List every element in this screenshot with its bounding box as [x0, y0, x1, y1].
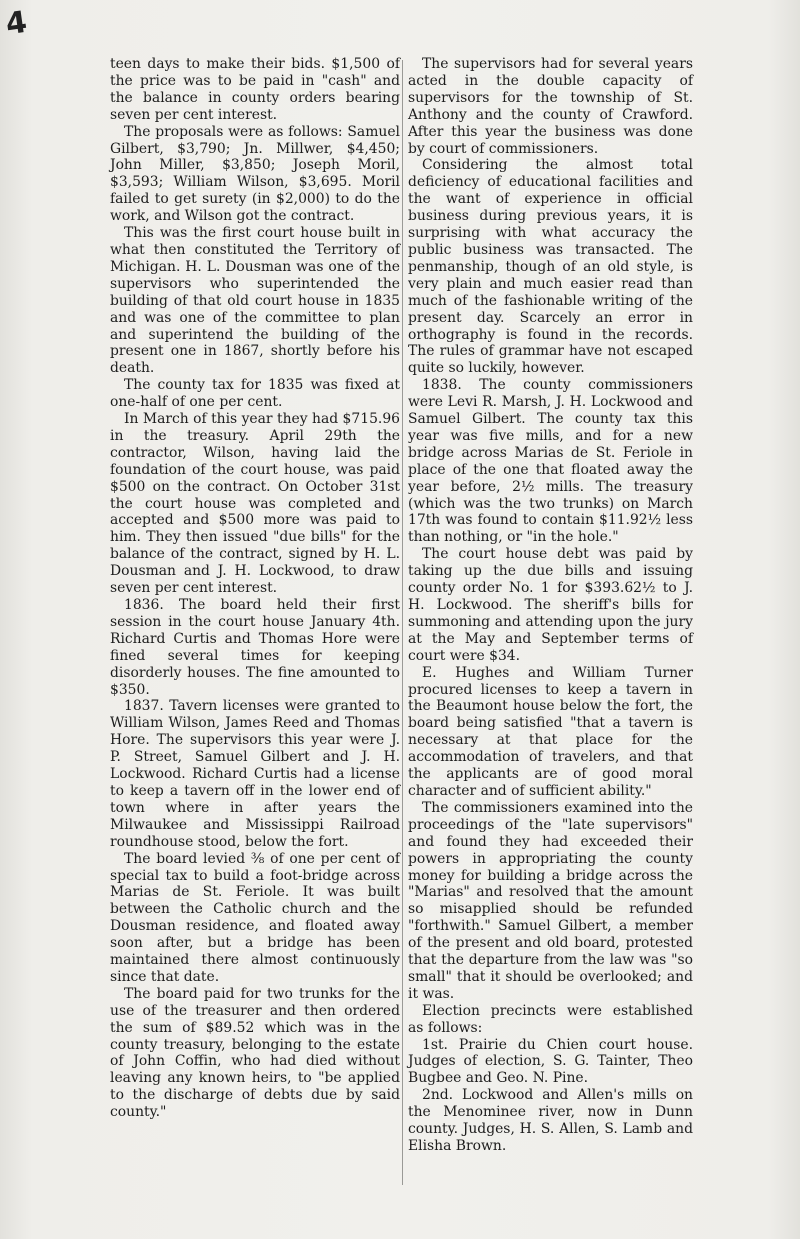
paragraph: In March of this year they had $715.96 in the treasury. April 29th the contractor, Wilson, having laid the foundation of the court house, was paid $500 on the contract. On October 31st the court house was completed and accepted and $500 more was paid to him. They then issued "due bills" for the balance of the contract, signed by H. L. Dousman and J. H. Lockwood, to draw seven per cent interest. [110, 411, 400, 597]
paragraph: The proposals were as follows: Samuel Gilbert, $3,790; Jn. Millwer, $4,450; John Miller, $3,850; Joseph Moril, $3,593; William Wilson, $3,695. Moril failed to get surety (in $2,000) to do the work, and Wilson got the contract. [110, 123, 400, 225]
paragraph: Election precincts were established as follows: [408, 1002, 693, 1036]
paragraph: The board paid for two trunks for the use of the treasurer and then ordered the sum of $89.52 which was in the county treasury, belonging to the estate of John Coffin, who had died without leaving any known heirs, to "be applied to the discharge of debts due by said county." [110, 985, 400, 1121]
left-column [110, 56, 400, 1121]
paragraph: The supervisors had for several years acted in the double capacity of supervisors for the township of St. Anthony and the county of Crawford. After this year the business was done by court of commissioners. [408, 56, 693, 157]
column-divider [402, 60, 403, 1185]
paragraph: Considering the almost total deficiency of educational facilities and the want of experience in official business during previous years, it is surprising with what accuracy the public business was transacted. The penmanship, though of an old style, is very plain and much easier read than much of the fashionable writing of the present day. Scarcely an error in orthography is found in the records. The rules of grammar have not escaped quite so luckily, however. [408, 157, 693, 377]
paragraph: E. Hughes and William Turner procured licenses to keep a tavern in the Beaumont house below the fort, the board being satisfied "that a tavern is necessary at that place for the accommodation of travelers, and that the applicants are of good moral character and of sufficient ability." [408, 664, 693, 799]
paragraph: teen days to make their bids. $1,500 of the price was to be paid in "cash" and the balance in county orders bearing seven per cent interest. [110, 56, 400, 123]
handwritten-page-number: 4 [3, 4, 30, 43]
paragraph: 2nd. Lockwood and Allen's mills on the Menominee river, now in Dunn county. Judges, H. S. Allen, S. Lamb and Elisha Brown. [408, 1087, 693, 1154]
right-column [408, 56, 693, 1155]
paragraph: 1837. Tavern licenses were granted to William Wilson, James Reed and Thomas Hore. The supervisors this year were J. P. Street, Samuel Gilbert and J. H. Lockwood. Richard Curtis had a license to keep a tavern off in the lower end of town where in after years the Milwaukee and Mississippi Railroad roundhouse stood, below the fort. [110, 698, 400, 850]
paragraph: This was the first court house built in what then constituted the Territory of Michigan. H. L. Dousman was one of the supervisors who superintended the building of that old court house in 1835 and was one of the committee to plan and superintend the building of the present one in 1867, shortly before his death. [110, 225, 400, 377]
paragraph: 1838. The county commissioners were Levi R. Marsh, J. H. Lockwood and Samuel Gilbert. The county tax this year was five mills, and for a new bridge across Marias de St. Feriole in place of the one that floated away the year before, 2½ mills. The treasury (which was the two trunks) on March 17th was found to contain $11.92½ less than nothing, or "in the hole." [408, 377, 693, 546]
paragraph: The court house debt was paid by taking up the due bills and issuing county order No. 1 for $393.62½ to J. H. Lockwood. The sheriff's bills for summoning and attending upon the jury at the May and September terms of court were $34. [408, 546, 693, 664]
paragraph: 1836. The board held their first session in the court house January 4th. Richard Curtis and Thomas Hore were fined several times for keeping disorderly houses. The fine amounted to $350. [110, 597, 400, 698]
paragraph: The board levied ⅜ of one per cent of special tax to build a foot-bridge across Marias de St. Feriole. It was built between the Catholic church and the Dousman residence, and floated away soon after, but a bridge has been maintained there almost continuously since that date. [110, 850, 400, 985]
paragraph: The commissioners examined into the proceedings of the "late supervisors" and found they had exceeded their powers in appropriating the county money for building a bridge across the "Marias" and resolved that the amount so misapplied should be refunded "forthwith." Samuel Gilbert, a member of the present and old board, protested that the departure from the law was "so small" that it should be overlooked; and it was. [408, 799, 693, 1002]
paragraph: The county tax for 1835 was fixed at one-half of one per cent. [110, 377, 400, 411]
paragraph: 1st. Prairie du Chien court house. Judges of election, S. G. Tainter, Theo Bugbee and Geo. N. Pine. [408, 1036, 693, 1087]
